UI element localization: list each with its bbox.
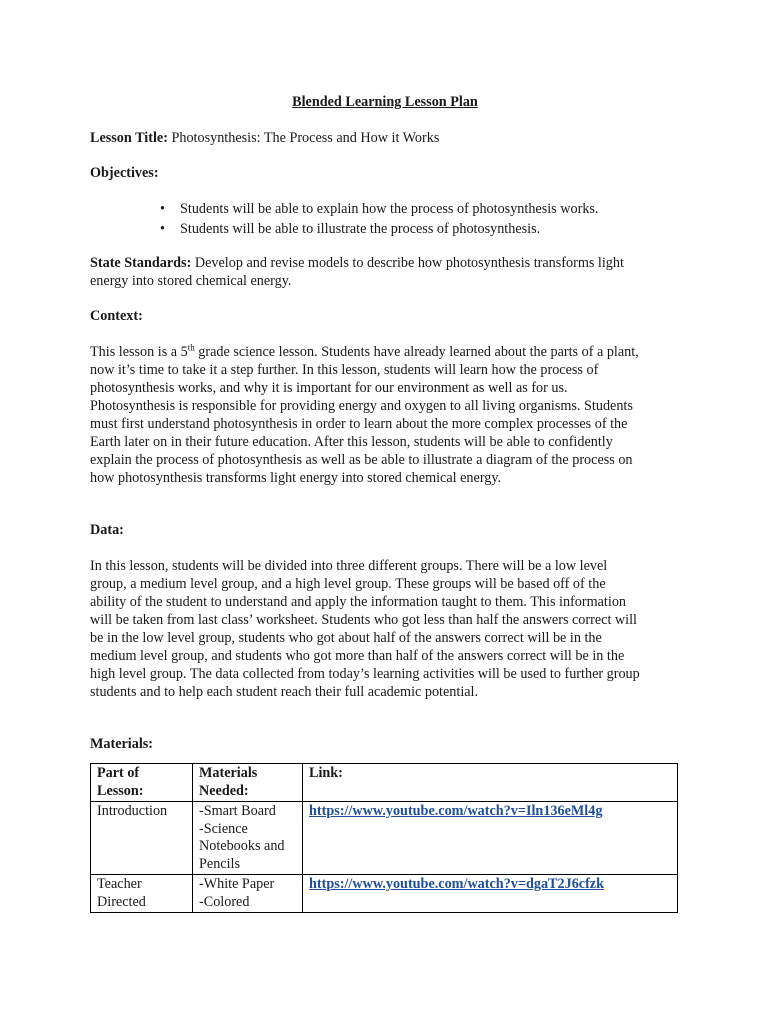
- state-standards-text-1: Develop and revise models to describe how photosynthesis transforms light: [194, 255, 624, 271]
- context-line: must first understand photosynthesis in order to learn about the more complex processes of the: [90, 416, 628, 432]
- context-line-text: This lesson is a 5: [90, 344, 188, 360]
- lesson-title-label: Lesson Title:: [90, 130, 168, 146]
- header-materials-needed: [193, 764, 303, 802]
- context-heading: Context:: [90, 308, 143, 324]
- context-line: Earth later on in their future education. After this lesson, students will be able to confidently: [90, 434, 613, 450]
- header-text: Materials: [199, 765, 258, 781]
- cell-text: Notebooks and: [199, 838, 285, 854]
- materials-heading: Materials:: [90, 736, 154, 752]
- context-line: photosynthesis works, and why it is important for our environment as well as for us.: [90, 380, 568, 396]
- cell-part-of-lesson: [91, 875, 193, 913]
- header-text: Needed:: [199, 782, 249, 799]
- data-line: group, a medium level group, and a high level group. These groups will be based off of the: [90, 576, 606, 592]
- lesson-title-value: Photosynthesis: The Process and How it Works: [171, 130, 440, 146]
- cell-text: -Science: [199, 820, 248, 837]
- cell-text: Directed: [97, 893, 146, 910]
- state-standards-line1: [90, 254, 680, 272]
- state-standards-label: State Standards:: [90, 255, 192, 271]
- document-page: [90, 93, 680, 913]
- data-line: will be taken from last class’ worksheet. Students who got less than half the answers correct will: [90, 612, 638, 628]
- data-line: be in the low level group, students who got about half of the answers correct will be in the: [90, 630, 602, 646]
- objectives-list: [90, 200, 680, 238]
- context-line: Photosynthesis is responsible for providing energy and oxygen to all living organisms. Students: [90, 398, 633, 414]
- document-title: Blended Learning Lesson Plan: [292, 94, 478, 110]
- data-line: medium level group, and students who got more than half of the answers correct will be in the: [90, 648, 625, 664]
- header-part-of-lesson: [91, 764, 193, 802]
- context-line: explain the process of photosynthesis as well as be able to illustrate a diagram of the process on: [90, 452, 633, 468]
- table-header-row: [91, 764, 678, 802]
- data-line: In this lesson, students will be divided into three different groups. There will be a low level: [90, 558, 608, 574]
- cell-text: Teacher: [97, 876, 142, 892]
- objectives-heading: Objectives:: [90, 165, 159, 181]
- materials-table: [90, 763, 678, 913]
- state-standards-text-2: energy into stored chemical energy.: [90, 273, 292, 289]
- cell-part-of-lesson: [91, 802, 193, 875]
- cell-text: -White Paper: [199, 876, 275, 892]
- data-line: high level group. The data collected from today’s learning activities will be used to further group: [90, 666, 640, 682]
- data-line: students and to help each student reach their full academic potential.: [90, 684, 479, 700]
- cell-materials-needed: [193, 802, 303, 875]
- lesson-title-line: [90, 129, 680, 147]
- cell-link: [303, 802, 678, 875]
- cell-materials-needed: [193, 875, 303, 913]
- table-row: [91, 875, 678, 913]
- table-row: [91, 802, 678, 875]
- cell-text: Pencils: [199, 855, 240, 872]
- context-line-text: grade science lesson. Students have already learned about the parts of a plant,: [194, 344, 639, 360]
- ordinal-suffix: th: [187, 342, 195, 353]
- objective-item: • Students will be able to explain how the process of photosynthesis works.: [180, 200, 680, 218]
- context-line: how photosynthesis transforms light energy into stored chemical energy.: [90, 470, 502, 486]
- cell-text: -Smart Board: [199, 803, 276, 819]
- data-heading: Data:: [90, 522, 124, 538]
- header-link: Link:: [303, 764, 678, 802]
- data-paragraph: [90, 557, 680, 701]
- header-text: Part of: [97, 765, 140, 781]
- cell-link: [303, 875, 678, 913]
- objective-item: • Students will be able to illustrate the process of photosynthesis.: [180, 220, 680, 238]
- header-text: Lesson:: [97, 782, 144, 799]
- video-link[interactable]: https://www.youtube.com/watch?v=dgaT2J6cfzk: [309, 876, 604, 892]
- cell-text: -Colored: [199, 893, 250, 910]
- context-line: [90, 343, 680, 361]
- cell-text: Introduction: [97, 803, 168, 819]
- data-line: ability of the student to understand and apply the information taught to them. This information: [90, 594, 627, 610]
- video-link[interactable]: https://www.youtube.com/watch?v=Iln136eMl4g: [309, 803, 603, 819]
- context-paragraph: [90, 343, 680, 487]
- context-line: now it’s time to take it a step further. In this lesson, students will learn how the process of: [90, 362, 599, 378]
